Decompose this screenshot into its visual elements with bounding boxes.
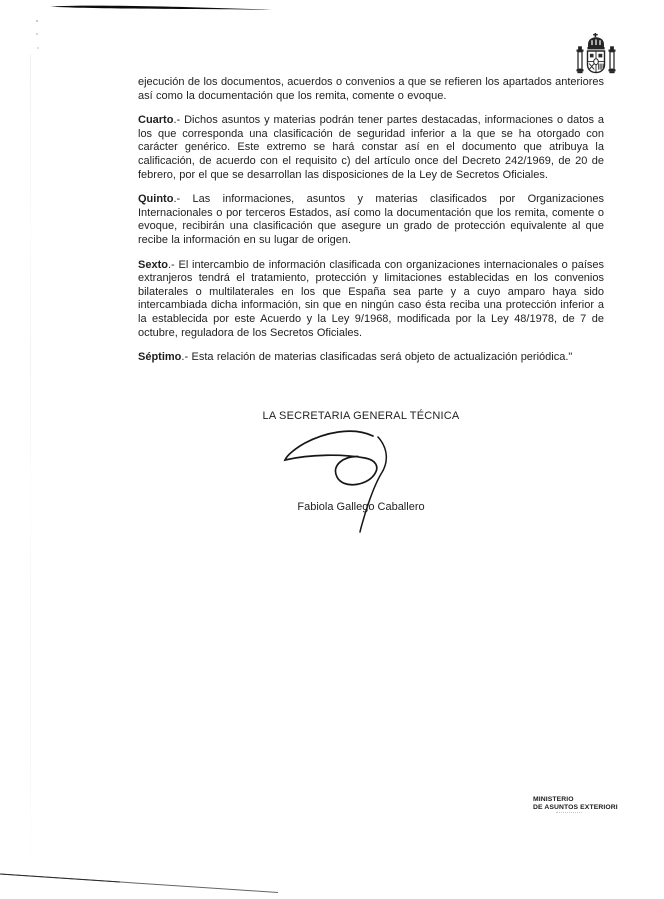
paragraph-septimo <box>138 351 604 365</box>
paragraph-lead: Cuarto <box>138 114 174 127</box>
paragraph-quinto <box>138 193 604 247</box>
signer-name: Fabiola Gallego Caballero <box>297 501 425 513</box>
paragraph-text: .- El intercambio de información clasificada con organizaciones internacionales o países extranjeros tendrá el tratamiento, protección y limitaciones establecidas en los convenios bilaterales o multilaterales en los que España sea parte y a cuyo amparo haya sido intercambiada dicha información, sin que en ningún caso ésta reciba una protección inferior a la establecida por este Acuerdo y la Ley 9/1968, modificada por la Ley 48/1978, de 7 de octubre, reguladora de los Secretos Oficiales. <box>138 258 604 339</box>
paragraph-continuation <box>138 76 604 103</box>
scan-smudge-artifact <box>556 812 582 813</box>
paragraph-text: .- Esta relación de materias clasificadas será objeto de actualización periódica." <box>181 351 573 364</box>
paragraph-text: .- Dichos asuntos y materias podrán tener partes destacadas, informaciones o datos a los que corresponda una clasificación de seguridad inferior a la que se ha otorgado con carácter genérico. Este extremo se hará constar así en el documento que atribuya la calificación, de acuerdo con el requisito c) del artículo once del Decreto 242/1969, de 20 de febrero, por el que se desarrollan las disposiciones de la Ley de Secretos Oficiales. <box>138 114 604 181</box>
ministry-footer <box>533 796 618 811</box>
ministry-footer-line1: MINISTERIO <box>533 796 574 803</box>
signature-title: LA SECRETARIA GENERAL TÉCNICA <box>262 410 460 422</box>
paragraph-sexto <box>138 259 604 341</box>
paragraph-text: ejecución de los documentos, acuerdos o convenios a que se refieren los apartados anteriores así como la documentación que los remita, comente o evoque. <box>138 76 604 102</box>
scan-streak-bottom-artifact <box>0 866 300 896</box>
handwritten-signature-icon <box>278 429 390 535</box>
document-body <box>138 76 604 376</box>
paragraph-lead: Sexto <box>138 258 168 271</box>
paragraph-lead: Quinto <box>138 193 174 206</box>
paragraph-lead: Séptimo <box>138 351 182 364</box>
paragraph-text: .- Las informaciones, asuntos y materias clasificados por Organizaciones Internacionales o por terceros Estados, así como la documentación que los remita, comente o evoque, recibirán una clasificación que asegure un grado de protección equivalente al que recibe la información en su lugar de origen. <box>138 193 604 246</box>
paragraph-cuarto <box>138 114 604 182</box>
scan-fold-line-artifact <box>30 55 31 860</box>
scan-specks-artifact <box>36 20 38 22</box>
ministry-footer-line2: DE ASUNTOS EXTERIORI <box>533 803 618 811</box>
scan-streak-top-artifact <box>0 0 300 14</box>
